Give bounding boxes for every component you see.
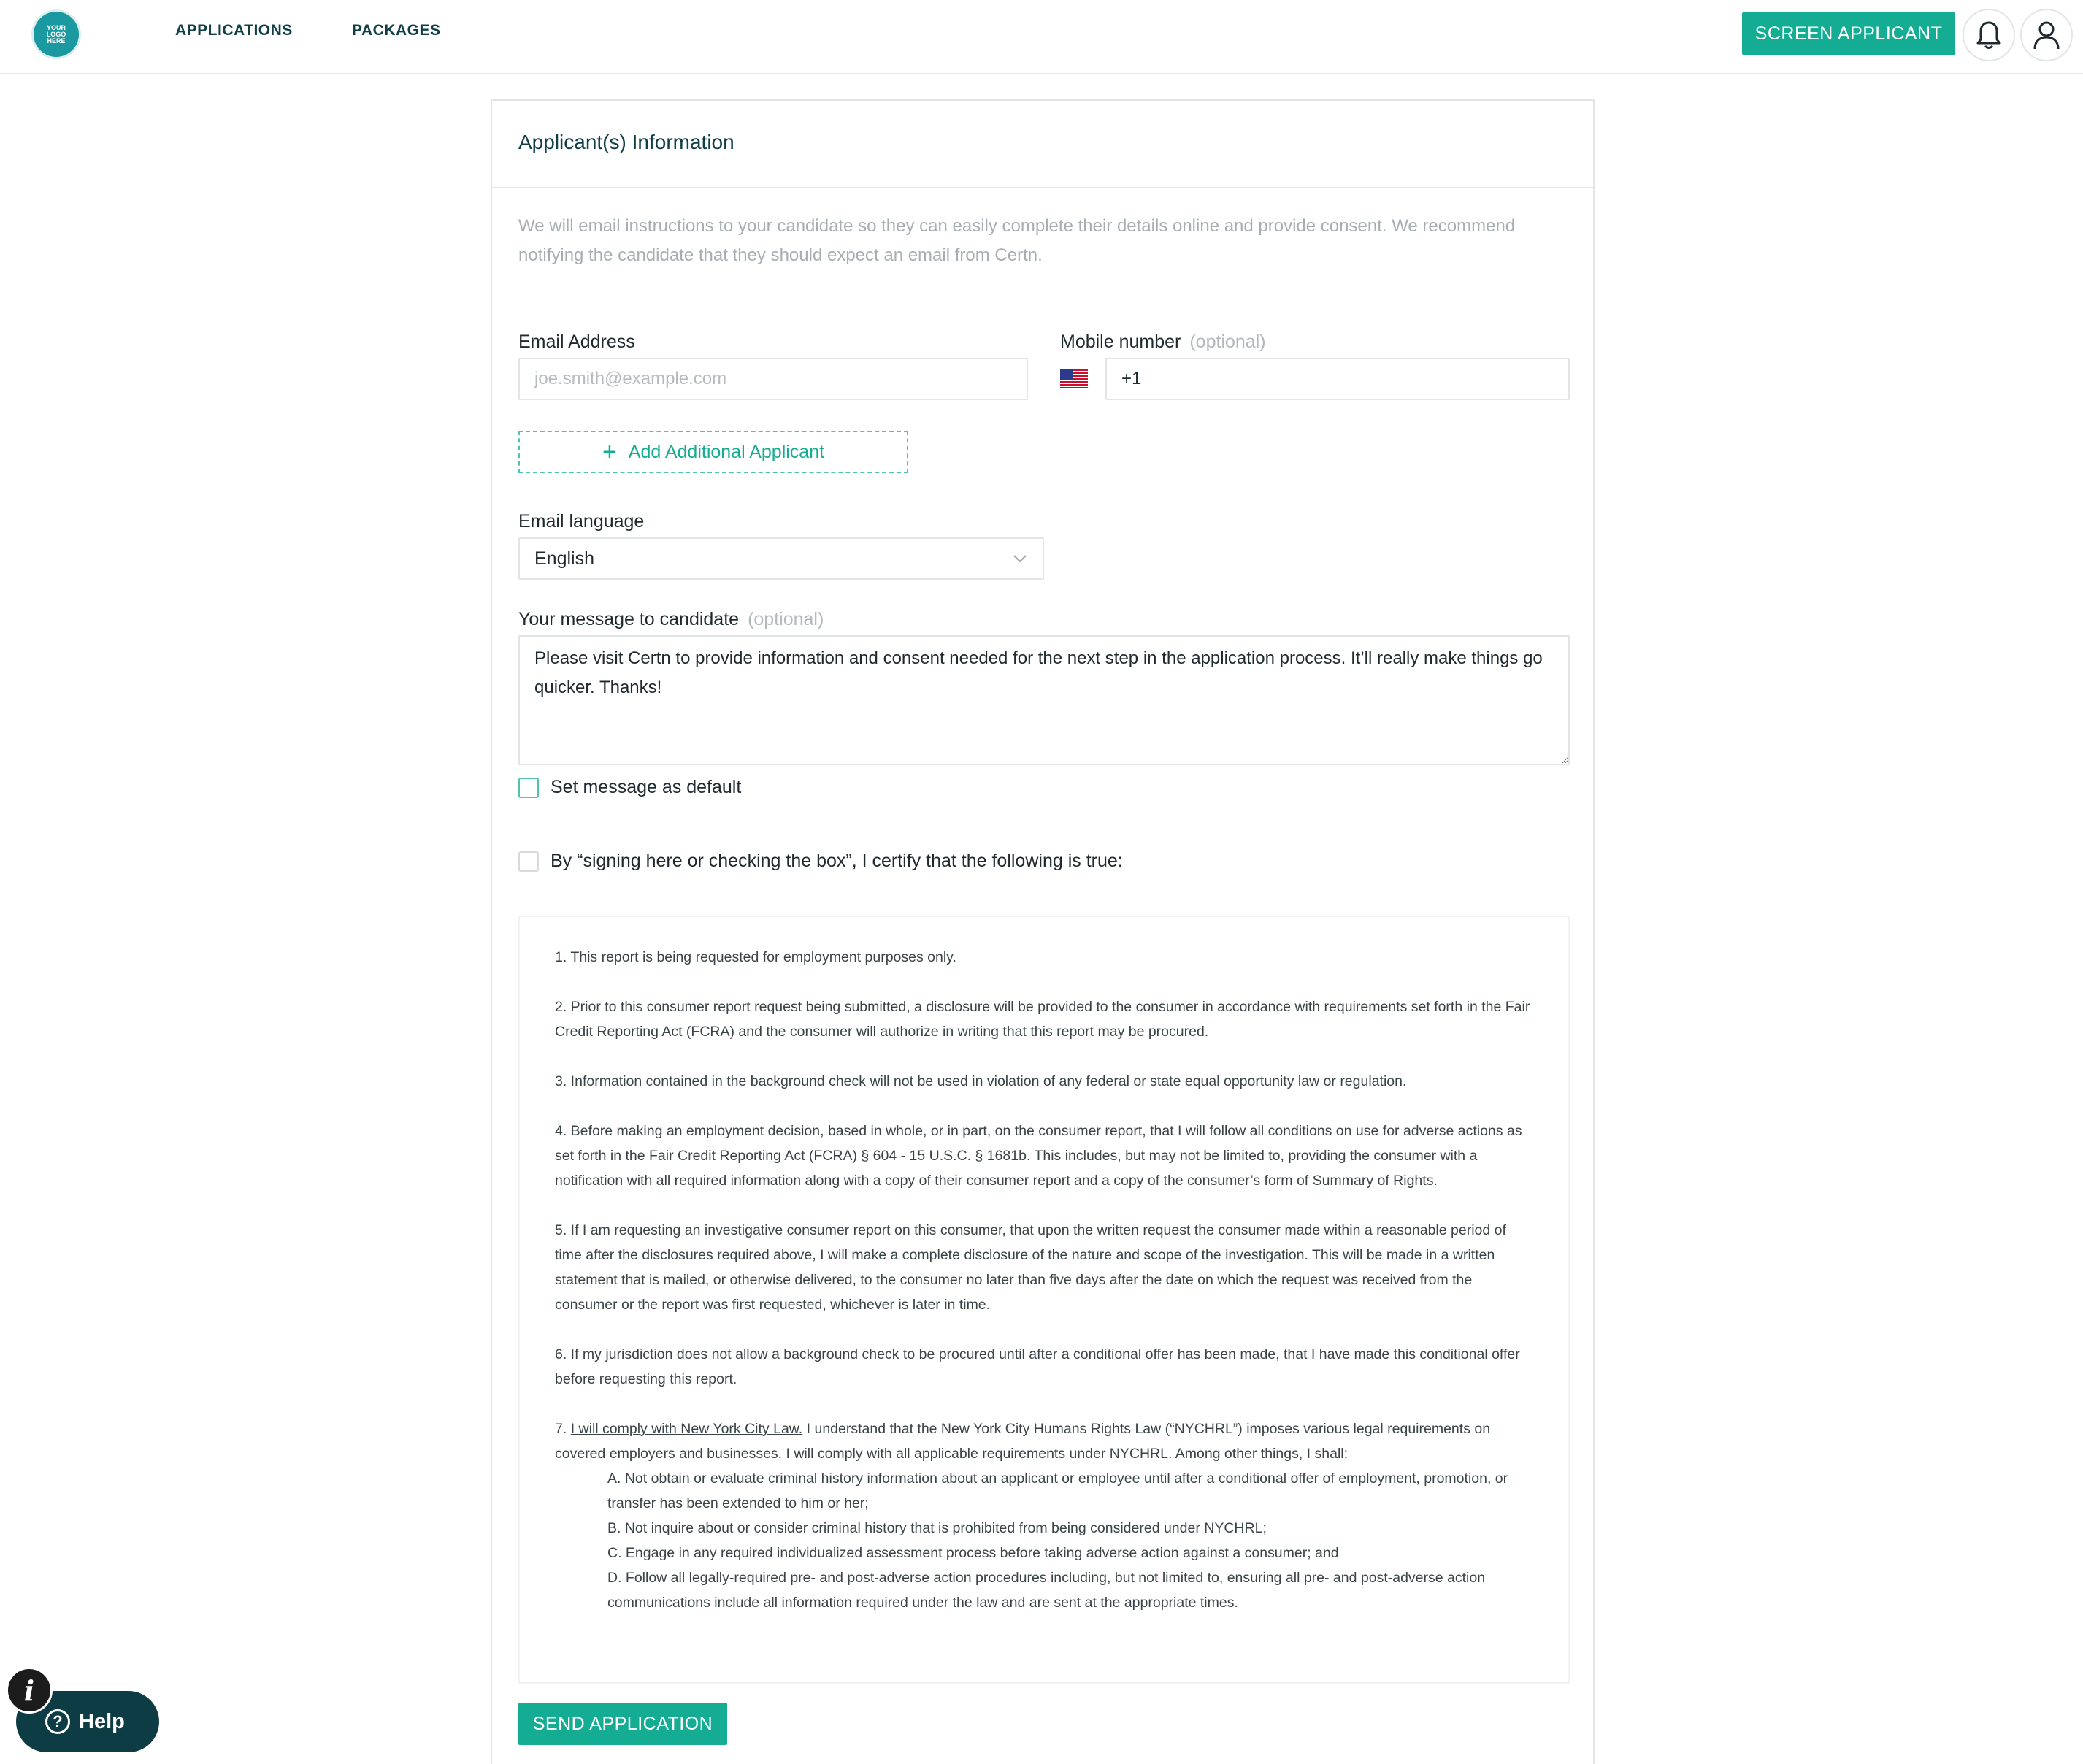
notifications-button[interactable] <box>1963 9 2015 61</box>
message-label <box>518 609 824 630</box>
language-label: Email language <box>518 511 645 532</box>
term-7-b: B. Not inquire about or consider criminal history that is prohibited from being considered under NYCHRL; <box>607 1520 1267 1536</box>
term-3: 3. Information contained in the background check will not be used in violation of any federal or state equal opportunity law or regulation. <box>555 1073 1407 1089</box>
user-icon <box>2032 20 2061 50</box>
term-7-d: D. Follow all legally-required pre- and post-adverse action procedures including, but not limited to, ensuring all pre- and post-adverse action communications include all information required under the law and are sent at the appropriate times. <box>607 1570 1486 1611</box>
message-optional-text: (optional) <box>748 609 824 629</box>
certify-checkbox-row[interactable] <box>518 851 1123 872</box>
add-applicant-label: Add Additional Applicant <box>628 441 825 462</box>
term-2: 2. Prior to this consumer report request being submitted, a disclosure will be provided to the consumer in accordance with requirements set forth in the Fair Credit Reporting Act (FCRA) and the consumer will authorize in writing that this report may be procured. <box>555 999 1530 1040</box>
chevron-down-icon <box>1012 551 1028 567</box>
default-message-checkbox-row[interactable] <box>518 777 741 798</box>
term-6: 6. If my jurisdiction does not allow a background check to be procured until after a conditional offer has been made, that I have made this conditional offer before requesting this report. <box>555 1346 1520 1387</box>
user-menu-button[interactable] <box>2020 9 2073 61</box>
info-icon[interactable]: i <box>6 1667 53 1714</box>
language-value: English <box>534 548 594 569</box>
term-7 <box>555 1416 1536 1466</box>
us-flag-icon[interactable] <box>1060 369 1088 388</box>
term-7-prefix: 7. <box>555 1421 571 1437</box>
nav-packages-link[interactable]: PACKAGES <box>352 22 441 39</box>
screen-applicant-button[interactable]: SCREEN APPLICANT <box>1742 12 1955 55</box>
email-label: Email Address <box>518 331 635 352</box>
term-4: 4. Before making an employment decision, based in whole, or in part, on the consumer report, that I will follow all conditions on use for adverse actions as set forth in the Fair Credit Reporting Act (FCRA) § 604 - 15 U.S.C. § 1681b. This includes, but may not be limited to, providing the consumer with a notification with all required information along with a copy of their consumer report and a copy of the consumer’s form of Summary of Rights. <box>555 1123 1522 1189</box>
bell-icon <box>1975 20 2003 50</box>
nyc-law-link[interactable]: I will comply with New York City Law. <box>570 1421 803 1437</box>
default-message-checkbox[interactable] <box>518 778 539 798</box>
term-7-c: C. Engage in any required individualized assessment process before taking adverse action against a consumer; and <box>607 1545 1339 1561</box>
intro-text: We will email instructions to your candidate so they can easily complete their details online and provide consent. We recommend notifying the candidate that they should expect an email from Certn. <box>518 216 1516 265</box>
email-input[interactable] <box>518 358 1028 400</box>
question-icon: ? <box>45 1709 70 1734</box>
language-select[interactable] <box>518 537 1044 580</box>
term-5: 5. If I am requesting an investigative consumer report on this consumer, that upon the written request the consumer made within a reasonable period of time after the disclosures required above, I will make a complete disclosure of the nature and scope of the investigation. This will be made in a written statement that is mailed, or otherwise delivered, to the consumer no later than five days after the date on which the request was received from the consumer or the report was first requested, whichever is later in time. <box>555 1222 1506 1313</box>
term-7-text: I understand that the New York City Humans Rights Law (“NYCHRL”) imposes various legal requirements on covered employers and businesses. I will comply with all applicable requirements under NYCHRL. Among other things, I shall: <box>555 1421 1491 1462</box>
nav-applications-link[interactable]: APPLICATIONS <box>175 22 293 39</box>
phone-input[interactable] <box>1105 358 1570 400</box>
top-navigation-bar <box>0 0 2083 74</box>
term-7-a: A. Not obtain or evaluate criminal history information about an applicant or employee until after a conditional offer of employment, promotion, or transfer has been extended to him or her; <box>607 1470 1508 1511</box>
send-application-button[interactable]: SEND APPLICATION <box>518 1703 727 1745</box>
certify-label: By “signing here or checking the box”, I certify that the following is true: <box>551 851 1123 871</box>
company-logo[interactable] <box>34 12 79 57</box>
message-textarea[interactable] <box>518 635 1570 765</box>
message-label-text: Your message to candidate <box>518 609 740 629</box>
mobile-optional-text: (optional) <box>1189 331 1266 352</box>
mobile-label <box>1060 331 1266 353</box>
applicant-info-card <box>491 99 1595 1764</box>
add-applicant-button[interactable] <box>518 431 908 473</box>
help-label: Help <box>79 1709 125 1733</box>
mobile-label-text: Mobile number <box>1060 331 1181 352</box>
term-1: 1. This report is being requested for employment purposes only. <box>555 949 956 965</box>
card-title: Applicant(s) Information <box>518 131 734 153</box>
logo-text: YOUR LOGO HERE <box>46 23 66 45</box>
plus-icon: + <box>602 438 617 466</box>
default-message-label: Set message as default <box>551 777 742 797</box>
card-header <box>492 101 1593 188</box>
certification-terms <box>518 916 1570 1684</box>
certify-checkbox[interactable] <box>518 851 539 872</box>
